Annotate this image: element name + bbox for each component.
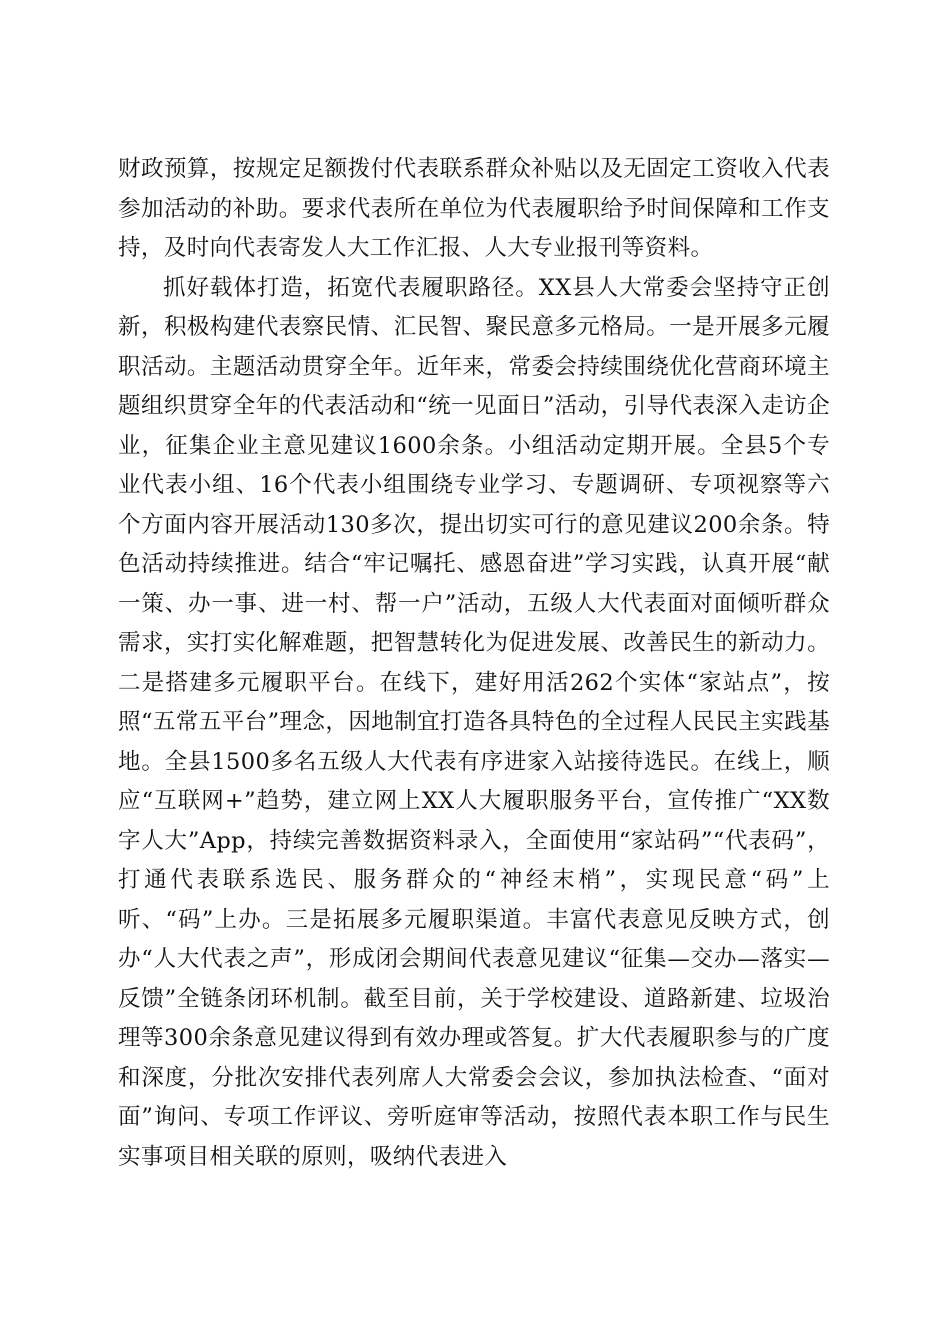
paragraph-performance-paths: 抓好载体打造，拓宽代表履职路径。XX县人大常委会坚持守正创新，积极构建代表察民情、汇民智、聚民意多元格局。一是开展多元履职活动。主题活动贯穿全年。近年来，常委会持续围绕优化营商环境主题组织贯穿全年的代表活动和“统一见面日”活动，引导代表深入走访企业，征集企业主意见建议1600余条。小组活动定期开展。全县5个专业代表小组、16个代表小组围绕专业学习、专题调研、专项视察等六个方面内容开展活动130多次，提出切实可行的意见建议200余条。特色活动持续推进。结合“牢记嘱托、感恩奋进”学习实践，认真开展“献一策、办一事、进一村、帮一户”活动，五级人大代表面对面倾听群众需求，实打实化解难题，把智慧转化为促进发展、改善民生的新动力。二是搭建多元履职平台。在线下，建好用活262个实体“家站点”，按照“五常五平台”理念，因地制宜打造各具特色的全过程人民民主实践基地。全县1500多名五级人大代表有序进家入站接待选民。在线上，顺应“互联网+”趋势，建立网上XX人大履职服务平台，宣传推广“XX数字人大”App，持续完善数据资料录入，全面使用“家站码”“代表码”，打通代表联系选民、服务群众的“神经末梢”，实现民意“码”上听、“码”上办。三是拓展多元履职渠道。丰富代表意见反映方式，创办“人大代表之声”，形成闭会期间代表意见建议“征集—交办—落实—反馈”全链条闭环机制。截至目前，关于学校建设、道路新建、垃圾治理等300余条意见建议得到有效办理或答复。扩大代表履职参与的广度和深度，分批次安排代表列席人大常委会会议，参加执法检查、“面对面”询问、专项工作评议、旁听庭审等活动，按照代表本职工作与民生实事项目相关联的原则，吸纳代表进入 [118, 274, 830, 1170]
document-body [118, 150, 830, 1177]
paragraph-budget-support: 财政预算，按规定足额拨付代表联系群众补贴以及无固定工资收入代表参加活动的补助。要求代表所在单位为代表履职给予时间保障和工作支持，及时向代表寄发人大工作汇报、人大专业报刊等资料。 [118, 156, 830, 261]
